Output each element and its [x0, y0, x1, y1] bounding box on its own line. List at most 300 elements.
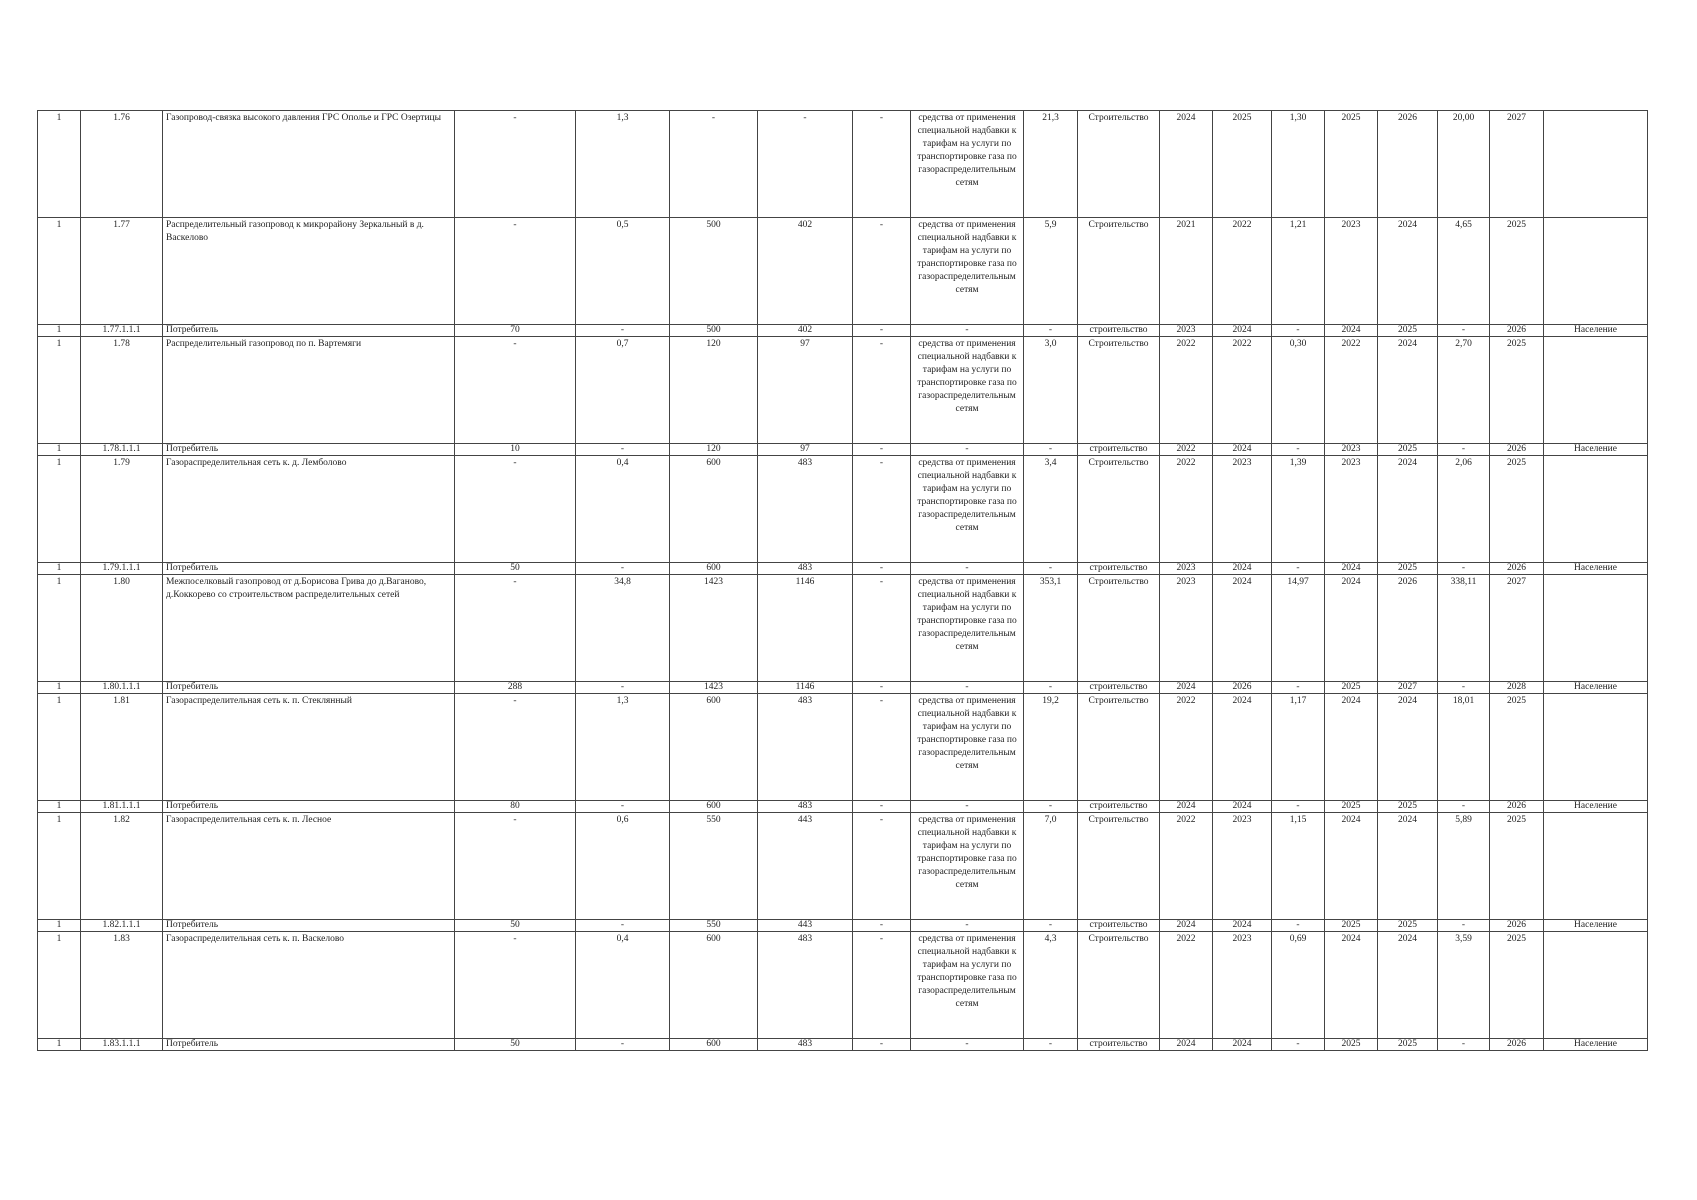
funding-source-cell: средства от применения специальной надбавки к тарифам на услуги по транспортировке газа по газораспределительным сетям — [911, 813, 1024, 920]
commission-year-cell: 2027 — [1490, 111, 1544, 218]
cost-cell: - — [1024, 325, 1078, 337]
commission-year-cell: 2027 — [1490, 575, 1544, 682]
design-start-cell: 2023 — [1160, 563, 1213, 575]
commission-year-cell: 2026 — [1490, 920, 1544, 932]
code-cell: 1.80.1.1.1 — [81, 682, 163, 694]
name-cell: Потребитель — [163, 920, 455, 932]
commission-year-cell: 2025 — [1490, 813, 1544, 920]
build-cost-cell: 4,65 — [1438, 218, 1490, 325]
volume-cell: - — [758, 111, 853, 218]
build-cost-cell: 18,01 — [1438, 694, 1490, 801]
capacity-cell: 600 — [670, 694, 758, 801]
name-cell: Распределительный газопровод по п. Вартемяги — [163, 337, 455, 444]
funding-source-cell: - — [911, 444, 1024, 456]
design-cost-cell: - — [1272, 325, 1325, 337]
design-start-cell: 2024 — [1160, 1039, 1213, 1051]
commission-year-cell: 2025 — [1490, 218, 1544, 325]
pressure-cell: - — [853, 563, 911, 575]
pressure-cell: - — [853, 682, 911, 694]
design-start-cell: 2024 — [1160, 111, 1213, 218]
length-cell: 1,3 — [576, 111, 670, 218]
length-cell: 0,5 — [576, 218, 670, 325]
pressure-cell: - — [853, 325, 911, 337]
build-start-cell: 2025 — [1325, 1039, 1378, 1051]
section-cell: 1 — [38, 1039, 81, 1051]
volume-cell: 402 — [758, 325, 853, 337]
design-start-cell: 2022 — [1160, 456, 1213, 563]
build-end-cell: 2026 — [1378, 575, 1438, 682]
design-end-cell: 2023 — [1213, 456, 1272, 563]
build-start-cell: 2023 — [1325, 456, 1378, 563]
code-cell: 1.76 — [81, 111, 163, 218]
table-row — [38, 932, 1648, 1039]
cost-cell: - — [1024, 444, 1078, 456]
design-cost-cell: - — [1272, 563, 1325, 575]
build-cost-cell: - — [1438, 325, 1490, 337]
category-cell — [1544, 813, 1648, 920]
consumers-cell: 10 — [455, 444, 576, 456]
build-start-cell: 2025 — [1325, 682, 1378, 694]
build-start-cell: 2023 — [1325, 218, 1378, 325]
build-end-cell: 2024 — [1378, 456, 1438, 563]
name-cell: Потребитель — [163, 1039, 455, 1051]
work-type-cell: Строительство — [1078, 111, 1160, 218]
build-end-cell: 2025 — [1378, 1039, 1438, 1051]
design-end-cell: 2024 — [1213, 575, 1272, 682]
build-end-cell: 2025 — [1378, 325, 1438, 337]
gasification-table — [37, 110, 1648, 1051]
build-end-cell: 2025 — [1378, 444, 1438, 456]
build-cost-cell: - — [1438, 682, 1490, 694]
length-cell: - — [576, 682, 670, 694]
pressure-cell: - — [853, 920, 911, 932]
length-cell: - — [576, 444, 670, 456]
consumers-cell: - — [455, 813, 576, 920]
length-cell: - — [576, 563, 670, 575]
design-start-cell: 2022 — [1160, 337, 1213, 444]
name-cell: Потребитель — [163, 444, 455, 456]
code-cell: 1.77.1.1.1 — [81, 325, 163, 337]
code-cell: 1.78 — [81, 337, 163, 444]
name-cell: Газораспределительная сеть к. д. Лемболово — [163, 456, 455, 563]
category-cell: Население — [1544, 920, 1648, 932]
design-end-cell: 2024 — [1213, 325, 1272, 337]
capacity-cell: 600 — [670, 1039, 758, 1051]
build-end-cell: 2024 — [1378, 218, 1438, 325]
section-cell: 1 — [38, 920, 81, 932]
design-start-cell: 2022 — [1160, 813, 1213, 920]
section-cell: 1 — [38, 325, 81, 337]
cost-cell: 3,0 — [1024, 337, 1078, 444]
work-type-cell: Строительство — [1078, 218, 1160, 325]
name-cell: Потребитель — [163, 325, 455, 337]
work-type-cell: строительство — [1078, 444, 1160, 456]
cost-cell: - — [1024, 801, 1078, 813]
consumers-cell: - — [455, 694, 576, 801]
pressure-cell: - — [853, 444, 911, 456]
table-row-consumer — [38, 920, 1648, 932]
funding-source-cell: средства от применения специальной надбавки к тарифам на услуги по транспортировке газа по газораспределительным сетям — [911, 111, 1024, 218]
work-type-cell: строительство — [1078, 325, 1160, 337]
build-start-cell: 2024 — [1325, 563, 1378, 575]
commission-year-cell: 2025 — [1490, 932, 1544, 1039]
capacity-cell: 120 — [670, 444, 758, 456]
design-end-cell: 2023 — [1213, 813, 1272, 920]
code-cell: 1.81 — [81, 694, 163, 801]
work-type-cell: Строительство — [1078, 813, 1160, 920]
design-cost-cell: - — [1272, 801, 1325, 813]
build-start-cell: 2022 — [1325, 337, 1378, 444]
section-cell: 1 — [38, 456, 81, 563]
design-end-cell: 2025 — [1213, 111, 1272, 218]
name-cell: Межпоселковый газопровод от д.Борисова Грива до д.Ваганово, д.Коккорево со строительством распределительных сетей — [163, 575, 455, 682]
design-end-cell: 2024 — [1213, 1039, 1272, 1051]
build-cost-cell: - — [1438, 920, 1490, 932]
section-cell: 1 — [38, 932, 81, 1039]
code-cell: 1.79 — [81, 456, 163, 563]
build-end-cell: 2025 — [1378, 801, 1438, 813]
category-cell: Население — [1544, 325, 1648, 337]
build-cost-cell: 2,70 — [1438, 337, 1490, 444]
build-end-cell: 2025 — [1378, 920, 1438, 932]
length-cell: - — [576, 325, 670, 337]
design-cost-cell: 0,30 — [1272, 337, 1325, 444]
cost-cell: - — [1024, 1039, 1078, 1051]
capacity-cell: 1423 — [670, 575, 758, 682]
category-cell — [1544, 575, 1648, 682]
design-end-cell: 2024 — [1213, 920, 1272, 932]
build-end-cell: 2027 — [1378, 682, 1438, 694]
consumers-cell: 50 — [455, 1039, 576, 1051]
pressure-cell: - — [853, 932, 911, 1039]
length-cell: 0,6 — [576, 813, 670, 920]
design-cost-cell: - — [1272, 444, 1325, 456]
commission-year-cell: 2025 — [1490, 456, 1544, 563]
design-cost-cell: 1,39 — [1272, 456, 1325, 563]
name-cell: Потребитель — [163, 563, 455, 575]
capacity-cell: 500 — [670, 218, 758, 325]
design-end-cell: 2022 — [1213, 337, 1272, 444]
work-type-cell: строительство — [1078, 801, 1160, 813]
work-type-cell: Строительство — [1078, 694, 1160, 801]
section-cell: 1 — [38, 337, 81, 444]
design-start-cell: 2022 — [1160, 444, 1213, 456]
funding-source-cell: - — [911, 325, 1024, 337]
length-cell: - — [576, 1039, 670, 1051]
design-cost-cell: 1,15 — [1272, 813, 1325, 920]
capacity-cell: 500 — [670, 325, 758, 337]
category-cell: Население — [1544, 444, 1648, 456]
table-row-consumer — [38, 801, 1648, 813]
name-cell: Газораспределительная сеть к. п. Васкелово — [163, 932, 455, 1039]
design-end-cell: 2024 — [1213, 563, 1272, 575]
code-cell: 1.79.1.1.1 — [81, 563, 163, 575]
work-type-cell: Строительство — [1078, 337, 1160, 444]
section-cell: 1 — [38, 682, 81, 694]
name-cell: Газораспределительная сеть к. п. Стеклянный — [163, 694, 455, 801]
capacity-cell: 600 — [670, 456, 758, 563]
design-cost-cell: 1,30 — [1272, 111, 1325, 218]
build-cost-cell: - — [1438, 801, 1490, 813]
volume-cell: 483 — [758, 456, 853, 563]
build-start-cell: 2025 — [1325, 801, 1378, 813]
section-cell: 1 — [38, 444, 81, 456]
design-cost-cell: - — [1272, 920, 1325, 932]
section-cell: 1 — [38, 218, 81, 325]
volume-cell: 483 — [758, 1039, 853, 1051]
work-type-cell: строительство — [1078, 920, 1160, 932]
consumers-cell: - — [455, 456, 576, 563]
table-row-consumer — [38, 1039, 1648, 1051]
volume-cell: 443 — [758, 920, 853, 932]
design-start-cell: 2022 — [1160, 932, 1213, 1039]
design-start-cell: 2024 — [1160, 682, 1213, 694]
cost-cell: 7,0 — [1024, 813, 1078, 920]
build-cost-cell: - — [1438, 444, 1490, 456]
cost-cell: - — [1024, 920, 1078, 932]
funding-source-cell: - — [911, 920, 1024, 932]
volume-cell: 1146 — [758, 682, 853, 694]
table-row — [38, 218, 1648, 325]
volume-cell: 483 — [758, 694, 853, 801]
commission-year-cell: 2026 — [1490, 325, 1544, 337]
build-cost-cell: - — [1438, 1039, 1490, 1051]
code-cell: 1.82.1.1.1 — [81, 920, 163, 932]
work-type-cell: строительство — [1078, 682, 1160, 694]
design-end-cell: 2024 — [1213, 801, 1272, 813]
name-cell: Газопровод-связка высокого давления ГРС Ополье и ГРС Озертицы — [163, 111, 455, 218]
code-cell: 1.77 — [81, 218, 163, 325]
section-cell: 1 — [38, 111, 81, 218]
design-end-cell: 2026 — [1213, 682, 1272, 694]
commission-year-cell: 2026 — [1490, 563, 1544, 575]
consumers-cell: - — [455, 575, 576, 682]
design-cost-cell: - — [1272, 682, 1325, 694]
build-end-cell: 2024 — [1378, 932, 1438, 1039]
category-cell — [1544, 694, 1648, 801]
name-cell: Потребитель — [163, 682, 455, 694]
capacity-cell: 1423 — [670, 682, 758, 694]
category-cell — [1544, 456, 1648, 563]
pressure-cell: - — [853, 813, 911, 920]
volume-cell: 483 — [758, 801, 853, 813]
pressure-cell: - — [853, 801, 911, 813]
consumers-cell: - — [455, 111, 576, 218]
cost-cell: 353,1 — [1024, 575, 1078, 682]
funding-source-cell: средства от применения специальной надбавки к тарифам на услуги по транспортировке газа по газораспределительным сетям — [911, 575, 1024, 682]
consumers-cell: 288 — [455, 682, 576, 694]
cost-cell: 4,3 — [1024, 932, 1078, 1039]
design-cost-cell: 1,21 — [1272, 218, 1325, 325]
build-start-cell: 2024 — [1325, 325, 1378, 337]
work-type-cell: Строительство — [1078, 575, 1160, 682]
capacity-cell: 550 — [670, 920, 758, 932]
build-cost-cell: 338,11 — [1438, 575, 1490, 682]
pressure-cell: - — [853, 1039, 911, 1051]
pressure-cell: - — [853, 575, 911, 682]
funding-source-cell: средства от применения специальной надбавки к тарифам на услуги по транспортировке газа по газораспределительным сетям — [911, 337, 1024, 444]
work-type-cell: Строительство — [1078, 456, 1160, 563]
design-start-cell: 2023 — [1160, 575, 1213, 682]
design-start-cell: 2024 — [1160, 801, 1213, 813]
consumers-cell: 50 — [455, 920, 576, 932]
name-cell: Газораспределительная сеть к. п. Лесное — [163, 813, 455, 920]
work-type-cell: строительство — [1078, 1039, 1160, 1051]
pressure-cell: - — [853, 218, 911, 325]
volume-cell: 1146 — [758, 575, 853, 682]
build-cost-cell: 20,00 — [1438, 111, 1490, 218]
cost-cell: 3,4 — [1024, 456, 1078, 563]
volume-cell: 402 — [758, 218, 853, 325]
design-start-cell: 2023 — [1160, 325, 1213, 337]
build-start-cell: 2024 — [1325, 694, 1378, 801]
capacity-cell: 600 — [670, 563, 758, 575]
capacity-cell: 600 — [670, 801, 758, 813]
build-start-cell: 2025 — [1325, 920, 1378, 932]
category-cell — [1544, 337, 1648, 444]
code-cell: 1.83.1.1.1 — [81, 1039, 163, 1051]
funding-source-cell: - — [911, 563, 1024, 575]
build-end-cell: 2024 — [1378, 813, 1438, 920]
capacity-cell: 550 — [670, 813, 758, 920]
consumers-cell: - — [455, 337, 576, 444]
consumers-cell: 70 — [455, 325, 576, 337]
work-type-cell: Строительство — [1078, 932, 1160, 1039]
design-start-cell: 2024 — [1160, 920, 1213, 932]
length-cell: 0,4 — [576, 456, 670, 563]
build-cost-cell: 5,89 — [1438, 813, 1490, 920]
volume-cell: 483 — [758, 932, 853, 1039]
build-cost-cell: 2,06 — [1438, 456, 1490, 563]
category-cell — [1544, 111, 1648, 218]
table-row — [38, 111, 1648, 218]
table-row — [38, 813, 1648, 920]
table-row-consumer — [38, 325, 1648, 337]
table-row — [38, 694, 1648, 801]
category-cell: Население — [1544, 682, 1648, 694]
cost-cell: - — [1024, 563, 1078, 575]
pressure-cell: - — [853, 456, 911, 563]
table-row — [38, 575, 1648, 682]
code-cell: 1.80 — [81, 575, 163, 682]
commission-year-cell: 2026 — [1490, 1039, 1544, 1051]
build-start-cell: 2025 — [1325, 111, 1378, 218]
commission-year-cell: 2028 — [1490, 682, 1544, 694]
build-start-cell: 2024 — [1325, 932, 1378, 1039]
design-end-cell: 2024 — [1213, 694, 1272, 801]
volume-cell: 97 — [758, 337, 853, 444]
capacity-cell: 120 — [670, 337, 758, 444]
design-start-cell: 2022 — [1160, 694, 1213, 801]
volume-cell: 443 — [758, 813, 853, 920]
build-start-cell: 2023 — [1325, 444, 1378, 456]
build-end-cell: 2024 — [1378, 337, 1438, 444]
design-end-cell: 2022 — [1213, 218, 1272, 325]
commission-year-cell: 2026 — [1490, 444, 1544, 456]
length-cell: - — [576, 801, 670, 813]
length-cell: 34,8 — [576, 575, 670, 682]
pressure-cell: - — [853, 337, 911, 444]
category-cell — [1544, 218, 1648, 325]
funding-source-cell: - — [911, 682, 1024, 694]
cost-cell: 5,9 — [1024, 218, 1078, 325]
design-end-cell: 2023 — [1213, 932, 1272, 1039]
capacity-cell: - — [670, 111, 758, 218]
build-start-cell: 2024 — [1325, 813, 1378, 920]
length-cell: 0,7 — [576, 337, 670, 444]
category-cell: Население — [1544, 563, 1648, 575]
length-cell: 1,3 — [576, 694, 670, 801]
code-cell: 1.81.1.1.1 — [81, 801, 163, 813]
consumers-cell: 50 — [455, 563, 576, 575]
table-row-consumer — [38, 682, 1648, 694]
funding-source-cell: - — [911, 1039, 1024, 1051]
table-row-consumer — [38, 563, 1648, 575]
table-row-consumer — [38, 444, 1648, 456]
build-cost-cell: - — [1438, 563, 1490, 575]
build-end-cell: 2024 — [1378, 694, 1438, 801]
work-type-cell: строительство — [1078, 563, 1160, 575]
commission-year-cell: 2025 — [1490, 337, 1544, 444]
section-cell: 1 — [38, 694, 81, 801]
funding-source-cell: средства от применения специальной надбавки к тарифам на услуги по транспортировке газа по газораспределительным сетям — [911, 694, 1024, 801]
capacity-cell: 600 — [670, 932, 758, 1039]
design-cost-cell: 14,97 — [1272, 575, 1325, 682]
commission-year-cell: 2025 — [1490, 694, 1544, 801]
build-start-cell: 2024 — [1325, 575, 1378, 682]
table-row — [38, 456, 1648, 563]
volume-cell: 483 — [758, 563, 853, 575]
code-cell: 1.82 — [81, 813, 163, 920]
design-start-cell: 2021 — [1160, 218, 1213, 325]
design-cost-cell: - — [1272, 1039, 1325, 1051]
category-cell — [1544, 932, 1648, 1039]
funding-source-cell: средства от применения специальной надбавки к тарифам на услуги по транспортировке газа по газораспределительным сетям — [911, 218, 1024, 325]
design-cost-cell: 1,17 — [1272, 694, 1325, 801]
cost-cell: 21,3 — [1024, 111, 1078, 218]
length-cell: 0,4 — [576, 932, 670, 1039]
build-cost-cell: 3,59 — [1438, 932, 1490, 1039]
cost-cell: 19,2 — [1024, 694, 1078, 801]
build-end-cell: 2026 — [1378, 111, 1438, 218]
table-row — [38, 337, 1648, 444]
design-end-cell: 2024 — [1213, 444, 1272, 456]
funding-source-cell: средства от применения специальной надбавки к тарифам на услуги по транспортировке газа по газораспределительным сетям — [911, 932, 1024, 1039]
cost-cell: - — [1024, 682, 1078, 694]
name-cell: Потребитель — [163, 801, 455, 813]
section-cell: 1 — [38, 813, 81, 920]
code-cell: 1.78.1.1.1 — [81, 444, 163, 456]
funding-source-cell: средства от применения специальной надбавки к тарифам на услуги по транспортировке газа по газораспределительным сетям — [911, 456, 1024, 563]
section-cell: 1 — [38, 563, 81, 575]
category-cell: Население — [1544, 801, 1648, 813]
pressure-cell: - — [853, 111, 911, 218]
consumers-cell: - — [455, 932, 576, 1039]
consumers-cell: - — [455, 218, 576, 325]
section-cell: 1 — [38, 801, 81, 813]
document-page — [37, 110, 1648, 1051]
pressure-cell: - — [853, 694, 911, 801]
section-cell: 1 — [38, 575, 81, 682]
design-cost-cell: 0,69 — [1272, 932, 1325, 1039]
code-cell: 1.83 — [81, 932, 163, 1039]
length-cell: - — [576, 920, 670, 932]
build-end-cell: 2025 — [1378, 563, 1438, 575]
commission-year-cell: 2026 — [1490, 801, 1544, 813]
funding-source-cell: - — [911, 801, 1024, 813]
category-cell: Население — [1544, 1039, 1648, 1051]
volume-cell: 97 — [758, 444, 853, 456]
